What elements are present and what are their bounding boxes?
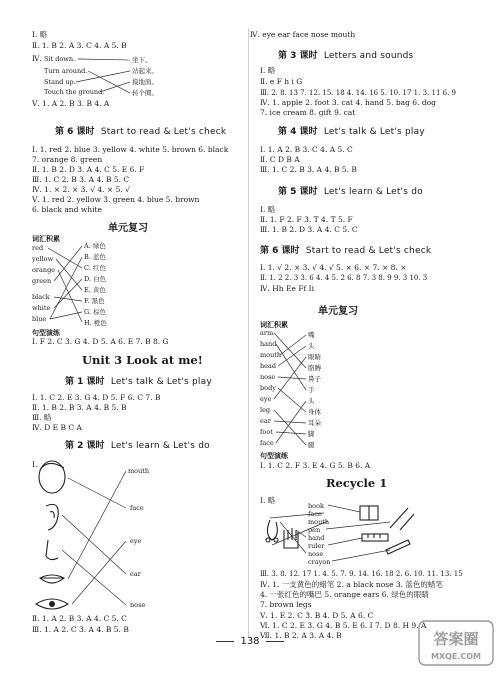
eye-icon xyxy=(36,599,68,609)
unit-title: Unit 3 Look at me! xyxy=(82,353,203,367)
watermark-sub: MXQE.COM xyxy=(430,652,482,661)
color-word: black xyxy=(32,293,50,301)
body-word: ear xyxy=(260,417,271,425)
answer-line: Ⅳ. 1. 一支黄色的蜡笔 2. a black nose 3. 蓝色的蜡笔 xyxy=(260,580,443,589)
body-meaning: 手 xyxy=(308,386,315,394)
body-meaning: 眼睛 xyxy=(308,353,321,361)
page-number-text: 138 xyxy=(240,636,260,647)
lesson-number: 第 6 课时 xyxy=(260,246,300,256)
color-word: yellow xyxy=(32,255,54,263)
watermark-main: 答案圈 xyxy=(433,630,479,648)
recycle-word: ruler xyxy=(308,542,325,550)
match-left-item: Stand up. xyxy=(44,78,76,86)
recycle-match-drawing xyxy=(250,0,500,580)
recycle-word: mouth xyxy=(308,518,330,526)
nose-icon xyxy=(46,540,58,560)
answer-line: Ⅰ. 1. C 2. E 3. G 4. D 5. F 6. C 7. B xyxy=(32,393,161,402)
answer-line: Ⅱ. 1. B 2. A 3. C 4. A 5. B xyxy=(32,41,127,50)
face-word: ear xyxy=(130,570,141,578)
body-meaning: 耳朵 xyxy=(308,419,321,427)
color-option: E. 黄色 xyxy=(84,286,106,294)
color-option: A. 绿色 xyxy=(84,242,106,250)
match-left-item: Sit down. xyxy=(44,55,76,63)
answer-line: 6. black and white xyxy=(32,205,102,214)
recycle-title: Recycle 1 xyxy=(326,476,388,490)
sentence-heading: 句型演练 xyxy=(260,452,288,460)
answer-line: Ⅴ. 1. A 2. B 3. B 4. A xyxy=(32,99,110,108)
answer-line: Ⅱ. 1. 2 2. 3 3. 6 4. 4 5. 2 6. 8 7. 3 8. 9 9. 3 10. 3 xyxy=(260,274,428,282)
lesson-number: 第 5 课时 xyxy=(278,187,318,197)
face-icon xyxy=(39,461,65,493)
body-word: leg xyxy=(260,406,271,414)
book-icon xyxy=(360,506,378,520)
color-option: C. 红色 xyxy=(84,264,106,272)
watermark-logo xyxy=(418,620,494,666)
recycle-word: pen xyxy=(308,526,321,534)
match-right-item: 坐下。 xyxy=(132,56,152,64)
color-word: red xyxy=(32,244,44,252)
answer-line: Ⅱ. 1. A 2. B 3. A 4. C 5. C xyxy=(32,614,127,623)
answer-line: Ⅳ. Hh Ee Ff Ii xyxy=(260,284,315,293)
body-meaning: 腿 xyxy=(308,441,315,449)
match-right-item: 站起来。 xyxy=(132,67,158,75)
body-word: eye xyxy=(260,395,272,403)
answer-line: Ⅲ. 略 xyxy=(32,413,52,422)
body-meaning: 嘴 xyxy=(308,331,315,339)
answer-line: Ⅰ. 略 xyxy=(32,30,48,39)
match-label: Ⅳ. xyxy=(32,54,42,63)
ruler-icon xyxy=(362,534,388,541)
answer-line: Ⅴ. 1. E 2. C 3. B 4. D 5. A 6. C xyxy=(260,611,374,620)
answer-line: Ⅰ. 1. √ 2. × 3. √ 4. √ 5. × 6. × 7. × 8. × xyxy=(260,263,407,272)
answer-line: Ⅲ. 1. B 2. D 3. A 4. C 5. C xyxy=(260,225,358,234)
hand-icon xyxy=(284,528,298,548)
answer-line: 7. ice cream 8. gift 9. cat xyxy=(260,108,356,117)
color-word: white xyxy=(32,304,51,312)
body-meaning: 头 xyxy=(308,397,315,405)
body-word: head xyxy=(260,362,277,370)
body-word: mouth xyxy=(260,351,282,359)
vocab-heading: 词汇积累 xyxy=(32,235,60,243)
answer-line: Ⅰ. 1. red 2. blue 3. yellow 4. white 5. brown 6. black xyxy=(32,145,229,154)
recycle-word: crayon xyxy=(308,558,331,566)
body-word: hand xyxy=(260,340,277,348)
answer-line: Ⅲ. 3. 8. 12. 17 1. 4. 5. 7. 9. 14. 16. 18 2. 6. 10. 11. 13. 15 xyxy=(260,570,463,578)
lesson-title: Let's talk & Let's play xyxy=(110,377,212,387)
color-word: green xyxy=(32,277,52,285)
answer-line: 4. 一张红色的嘴巴 5. orange ears 6. 绿色的眼睛 xyxy=(260,590,429,599)
mouth-icon xyxy=(40,575,64,583)
answer-line: Ⅱ. 1. F 2. F 3. T 4. T 5. F xyxy=(260,215,353,224)
face-word: nose xyxy=(130,601,146,609)
answer-line: Ⅶ. 1. B 2. A 3. A 4. B xyxy=(260,631,342,640)
answer-line: Ⅴ. 1. red 2. yellow 3. green 4. blue 5. brown xyxy=(32,195,200,204)
lesson-number: 第 4 课时 xyxy=(278,127,318,137)
color-option: G. 棕色 xyxy=(84,308,107,316)
answer-line: Ⅱ. 1. B 2. D 3. A 4. C 5. E 6. F xyxy=(32,165,145,174)
body-meaning: 身体 xyxy=(308,408,321,416)
match-right-item: 转个圈。 xyxy=(132,89,158,97)
answer-line: Ⅰ. 略 xyxy=(260,496,276,505)
answer-line: Ⅵ. 1. C 2. E 3. G 4. B 5. E 6. I 7. D 8. H 9. A xyxy=(260,621,427,630)
lesson-number: 第 3 课时 xyxy=(278,51,318,61)
face-word: eye xyxy=(130,537,142,545)
lesson-number: 第 1 课时 xyxy=(65,377,105,387)
lesson-number: 第 2 课时 xyxy=(65,441,105,451)
answer-line: Ⅲ. 1. C 2. B 3. A 4. B 5. C xyxy=(32,175,130,184)
answer-line: Ⅱ. e F h i G xyxy=(260,77,303,86)
color-option: D. 白色 xyxy=(84,275,107,283)
pen-icon xyxy=(390,508,414,530)
answer-line: Ⅰ. 略 xyxy=(260,66,276,75)
match-right-item: 摸地面。 xyxy=(132,78,158,86)
match-left-item: Turn around. xyxy=(44,67,88,75)
answer-line: Ⅲ. 1. C 2. B 3. A 4. B 5. B xyxy=(260,165,357,174)
recycle-word: hand xyxy=(308,534,325,542)
lesson-title: Let's talk & Let's play xyxy=(323,127,425,137)
face-word: face xyxy=(130,504,144,512)
recycle-word: book xyxy=(308,502,324,510)
face-match-drawing xyxy=(0,0,250,640)
body-meaning: 头 xyxy=(308,342,315,350)
sentence-heading: 句型演练 xyxy=(32,329,60,337)
answer-line: Ⅳ. eye ear face nose mouth xyxy=(250,30,356,39)
crayon-icon xyxy=(386,540,410,554)
body-word: nose xyxy=(260,373,276,381)
answer-line: Ⅲ. 1. A 2. C 3. A 4. B 5. B xyxy=(32,625,129,634)
body-word: body xyxy=(260,384,276,392)
unit-review-heading: 单元复习 xyxy=(318,306,358,317)
color-word: blue xyxy=(32,315,47,323)
answer-line: Ⅲ. 2. 8. 13 7. 12. 15. 18 4. 14. 16 5. 10. 17 1. 3. 11 6. 9 xyxy=(260,89,456,97)
lesson-title: Let's learn & Let's do xyxy=(323,187,423,197)
lesson-number: 第 6 课时 xyxy=(55,127,95,137)
body-word: arm xyxy=(260,329,274,337)
lesson-title: Let's learn & Let's do xyxy=(110,441,210,451)
answer-line: Ⅱ. C D B A xyxy=(260,155,300,164)
nose-icon xyxy=(266,520,278,542)
face-word: mouth xyxy=(128,467,150,475)
body-meaning: 鼻子 xyxy=(308,375,321,383)
body-word: face xyxy=(260,439,274,447)
answer-line: Ⅰ. 略 xyxy=(260,205,276,214)
answer-line: 7. brown legs xyxy=(260,600,312,609)
lesson-title: Start to read & Let's check xyxy=(305,246,432,256)
lesson-title: Start to read & Let's check xyxy=(100,127,227,137)
color-option: F. 黑色 xyxy=(84,297,105,305)
answer-line: Ⅱ. 1. B 2. B 3. A 4. B 5. B xyxy=(32,403,127,412)
color-option: B. 蓝色 xyxy=(84,253,106,261)
answer-line: Ⅳ. 1. × 2. × 3. √ 4. × 5. √ xyxy=(32,185,130,194)
answer-line: Ⅰ. 1. C 2. F 3. E 4. G 5. B 6. A xyxy=(260,461,371,470)
body-meaning: 胳膊 xyxy=(308,364,321,372)
recycle-word: nose xyxy=(308,550,324,558)
recycle-word: face xyxy=(308,510,322,518)
answer-line: Ⅰ. 1. A 2. B 3. C 4. A 5. C xyxy=(260,145,353,154)
body-meaning: 脚 xyxy=(308,430,315,438)
color-option: H. 橙色 xyxy=(84,319,107,327)
lesson-title: Letters and sounds xyxy=(323,51,414,61)
answer-line: Ⅳ. 1. apple 2. foot 3. cat 4. hand 5. bag 6. dog xyxy=(260,98,436,107)
answer-line: 7. orange 8. green xyxy=(32,155,103,164)
ear-icon xyxy=(46,504,58,530)
answer-line: Ⅳ. D E B C A xyxy=(32,423,82,432)
answer-line: Ⅰ. F 2. C 3. G 4. D 5. A 6. E 7. B 8. G xyxy=(32,337,169,346)
vocab-heading: 词汇积累 xyxy=(260,321,288,329)
color-word: orange xyxy=(32,266,56,274)
exercise-label: Ⅰ. xyxy=(32,460,38,469)
match-left-item: Touch the ground. xyxy=(44,88,105,96)
unit-review-heading: 单元复习 xyxy=(108,223,148,234)
body-word: foot xyxy=(260,428,273,436)
